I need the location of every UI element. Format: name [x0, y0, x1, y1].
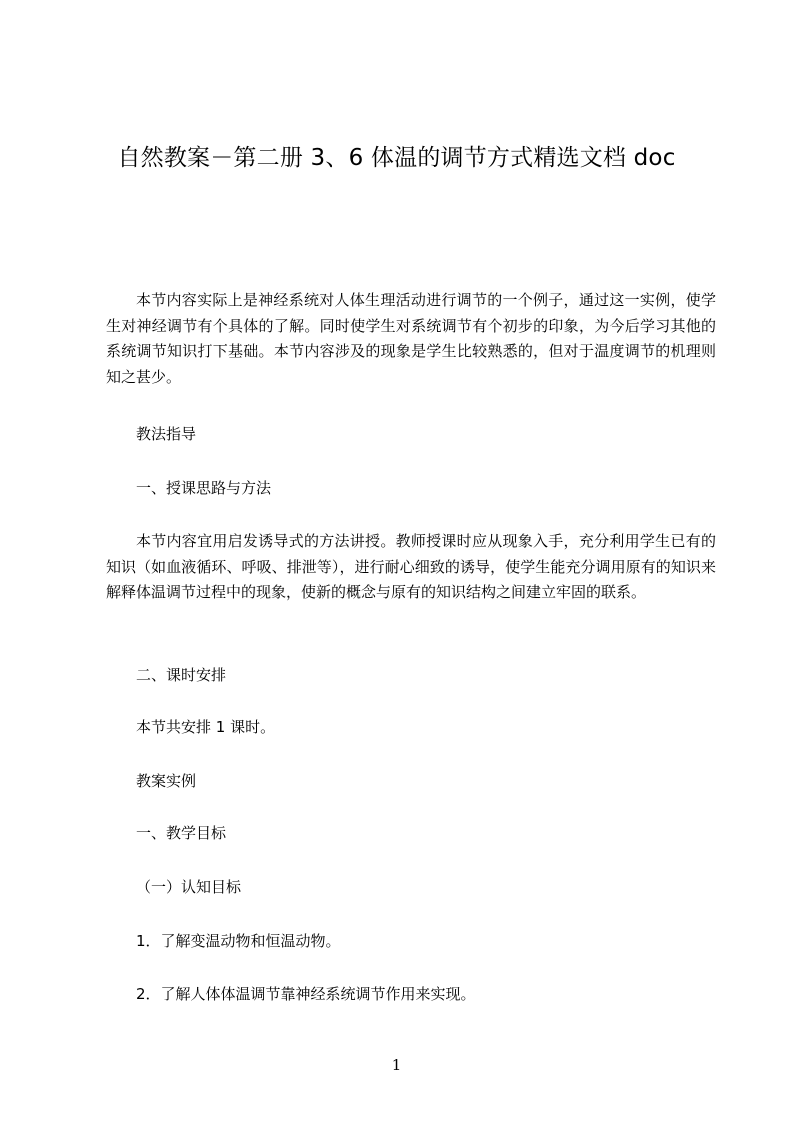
heading-class-schedule: 二、课时安排 [136, 666, 227, 684]
heading-teaching-goals: 一、教学目标 [136, 824, 227, 842]
heading-lesson-example: 教案实例 [136, 772, 197, 790]
intro-paragraph: 本节内容实际上是神经系统对人体生理活动进行调节的一个例子，通过这一实例，使学生对神经调节有个具体的了解。同时使学生对系统调节有个初步的印象，为今后学习其他的系统调节知识打下基础。本节内容涉及的现象是学生比较熟悉的，但对于温度调节的机理则知之甚少。 [106, 291, 716, 386]
goal-item-2: 2．了解人体体温调节靠神经系统调节作用来实现。 [136, 985, 476, 1003]
heading-lecture-approach: 一、授课思路与方法 [136, 479, 272, 497]
goal-item-1: 1．了解变温动物和恒温动物。 [136, 932, 341, 950]
approach-paragraph: 本节内容宜用启发诱导式的方法讲授。教师授课时应从现象入手，充分利用学生已有的知识（如血液循环、呼吸、排泄等），进行耐心细致的诱导，使学生能充分调用原有的知识来解释体温调节过程中的现象，使新的概念与原有的知识结构之间建立牢固的联系。 [106, 532, 716, 602]
heading-cognitive-goals: （一）认知目标 [136, 878, 242, 896]
heading-teaching-method: 教法指导 [136, 425, 197, 443]
document-title: 自然教案－第二册 3、6 体温的调节方式精选文档 doc [117, 145, 676, 171]
page-number: 1 [391, 1056, 402, 1074]
schedule-text: 本节共安排 1 课时。 [136, 718, 276, 736]
